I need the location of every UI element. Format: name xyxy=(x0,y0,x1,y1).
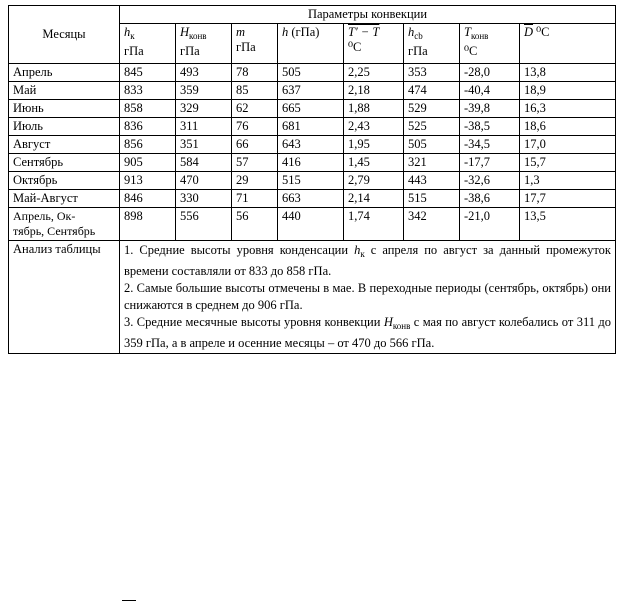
table-row xyxy=(9,100,616,118)
value-cell: 2,18 xyxy=(344,82,404,100)
value-cell: 913 xyxy=(120,172,176,190)
value-cell: 2,79 xyxy=(344,172,404,190)
value-cell: 15,7 xyxy=(520,154,616,172)
column-header-hk: $h_к$ гПа xyxy=(120,24,176,64)
value-cell: 443 xyxy=(404,172,460,190)
column-header-d: $\overline{D}$ ⁰С xyxy=(520,24,616,64)
value-cell: 474 xyxy=(404,82,460,100)
analysis-row xyxy=(9,241,616,354)
month-cell: Июль xyxy=(9,118,120,136)
analysis-paragraph-3: 3. Средние месячные высоты уровня конвекции $H_{конв}$ с мая по август колебались от 311 до 359 гПа, а в апреле и осенние месяцы – от 470 до 566 гПа. xyxy=(124,315,611,350)
month-cell: Май-Август xyxy=(9,190,120,208)
value-cell: 56 xyxy=(232,208,278,241)
value-cell: 856 xyxy=(120,136,176,154)
value-cell: 1,45 xyxy=(344,154,404,172)
value-cell: 515 xyxy=(278,172,344,190)
value-cell: 85 xyxy=(232,82,278,100)
month-line: тябрь, Сентябрь xyxy=(13,224,96,238)
value-cell: 493 xyxy=(176,64,232,82)
months-header: Месяцы xyxy=(9,6,120,64)
convection-table xyxy=(8,5,616,354)
value-cell: 525 xyxy=(404,118,460,136)
convection-parameters-header: Параметры конвекции xyxy=(120,6,616,24)
analysis-label: Анализ таблицы xyxy=(9,241,120,354)
value-cell: 329 xyxy=(176,100,232,118)
value-cell: 16,3 xyxy=(520,100,616,118)
value-cell: 359 xyxy=(176,82,232,100)
value-cell: 13,8 xyxy=(520,64,616,82)
month-cell: Май xyxy=(9,82,120,100)
value-cell: 637 xyxy=(278,82,344,100)
column-header-temp-difference: T′ − T ⁰С xyxy=(344,24,404,64)
value-cell: 71 xyxy=(232,190,278,208)
analysis-paragraph-1: 1. Средние высоты уровня конденсации $h_к$ с апреля по август за данный промежуток времени составляли от 833 до 858 гПа. xyxy=(124,243,611,278)
value-cell: 1,74 xyxy=(344,208,404,241)
analysis-paragraph-2: 2. Самые большие высоты отмечены в мае. В переходные периоды (сентябрь, октябрь) они снижаются в среднем до 906 гПа. xyxy=(124,281,611,312)
value-cell: 515 xyxy=(404,190,460,208)
value-cell: 898 xyxy=(120,208,176,241)
value-cell: 681 xyxy=(278,118,344,136)
month-line: Апрель, Ок- xyxy=(13,209,76,223)
value-cell: -32,6 xyxy=(460,172,520,190)
table-body xyxy=(9,64,616,354)
value-cell: 905 xyxy=(120,154,176,172)
value-cell: 505 xyxy=(404,136,460,154)
value-cell: 416 xyxy=(278,154,344,172)
value-cell: 584 xyxy=(176,154,232,172)
value-cell: 66 xyxy=(232,136,278,154)
column-header-m: m гПа xyxy=(232,24,278,64)
value-cell: 13,5 xyxy=(520,208,616,241)
value-cell: 321 xyxy=(404,154,460,172)
value-cell: -38,6 xyxy=(460,190,520,208)
value-cell: 342 xyxy=(404,208,460,241)
stray-dash-mark xyxy=(122,600,136,601)
table-row xyxy=(9,190,616,208)
value-cell: 311 xyxy=(176,118,232,136)
column-header-h: h (гПа) xyxy=(278,24,344,64)
value-cell: 76 xyxy=(232,118,278,136)
value-cell: 505 xyxy=(278,64,344,82)
column-header-hcb: $h_{cb}$ гПа xyxy=(404,24,460,64)
value-cell: 440 xyxy=(278,208,344,241)
value-cell: 833 xyxy=(120,82,176,100)
value-cell: 2,25 xyxy=(344,64,404,82)
table-row xyxy=(9,208,616,241)
value-cell: 17,7 xyxy=(520,190,616,208)
value-cell: 29 xyxy=(232,172,278,190)
value-cell: 2,14 xyxy=(344,190,404,208)
value-cell: 845 xyxy=(120,64,176,82)
value-cell: -28,0 xyxy=(460,64,520,82)
value-cell: -38,5 xyxy=(460,118,520,136)
analysis-text xyxy=(120,241,616,354)
value-cell: 529 xyxy=(404,100,460,118)
month-cell: Октябрь xyxy=(9,172,120,190)
table-row xyxy=(9,64,616,82)
value-cell: 1,3 xyxy=(520,172,616,190)
table-row xyxy=(9,136,616,154)
value-cell: 1,88 xyxy=(344,100,404,118)
value-cell: 18,6 xyxy=(520,118,616,136)
value-cell: 470 xyxy=(176,172,232,190)
value-cell: 351 xyxy=(176,136,232,154)
month-cell: Сентябрь xyxy=(9,154,120,172)
value-cell: 665 xyxy=(278,100,344,118)
table-row xyxy=(9,172,616,190)
value-cell: 62 xyxy=(232,100,278,118)
value-cell: -39,8 xyxy=(460,100,520,118)
value-cell: -17,7 xyxy=(460,154,520,172)
month-cell: Июнь xyxy=(9,100,120,118)
month-cell xyxy=(9,208,120,241)
month-cell: Апрель xyxy=(9,64,120,82)
month-cell: Август xyxy=(9,136,120,154)
value-cell: 1,95 xyxy=(344,136,404,154)
value-cell: 663 xyxy=(278,190,344,208)
column-header-tkonv: $T_{конв}$ ⁰С xyxy=(460,24,520,64)
value-cell: 556 xyxy=(176,208,232,241)
value-cell: 57 xyxy=(232,154,278,172)
value-cell: 643 xyxy=(278,136,344,154)
column-header-hkonv: $H_{конв}$ гПа xyxy=(176,24,232,64)
value-cell: 353 xyxy=(404,64,460,82)
table-row xyxy=(9,154,616,172)
value-cell: 17,0 xyxy=(520,136,616,154)
value-cell: 330 xyxy=(176,190,232,208)
value-cell: 858 xyxy=(120,100,176,118)
value-cell: -40,4 xyxy=(460,82,520,100)
value-cell: 78 xyxy=(232,64,278,82)
value-cell: -34,5 xyxy=(460,136,520,154)
value-cell: -21,0 xyxy=(460,208,520,241)
table-row xyxy=(9,82,616,100)
value-cell: 836 xyxy=(120,118,176,136)
value-cell: 2,43 xyxy=(344,118,404,136)
table-row xyxy=(9,118,616,136)
value-cell: 18,9 xyxy=(520,82,616,100)
value-cell: 846 xyxy=(120,190,176,208)
